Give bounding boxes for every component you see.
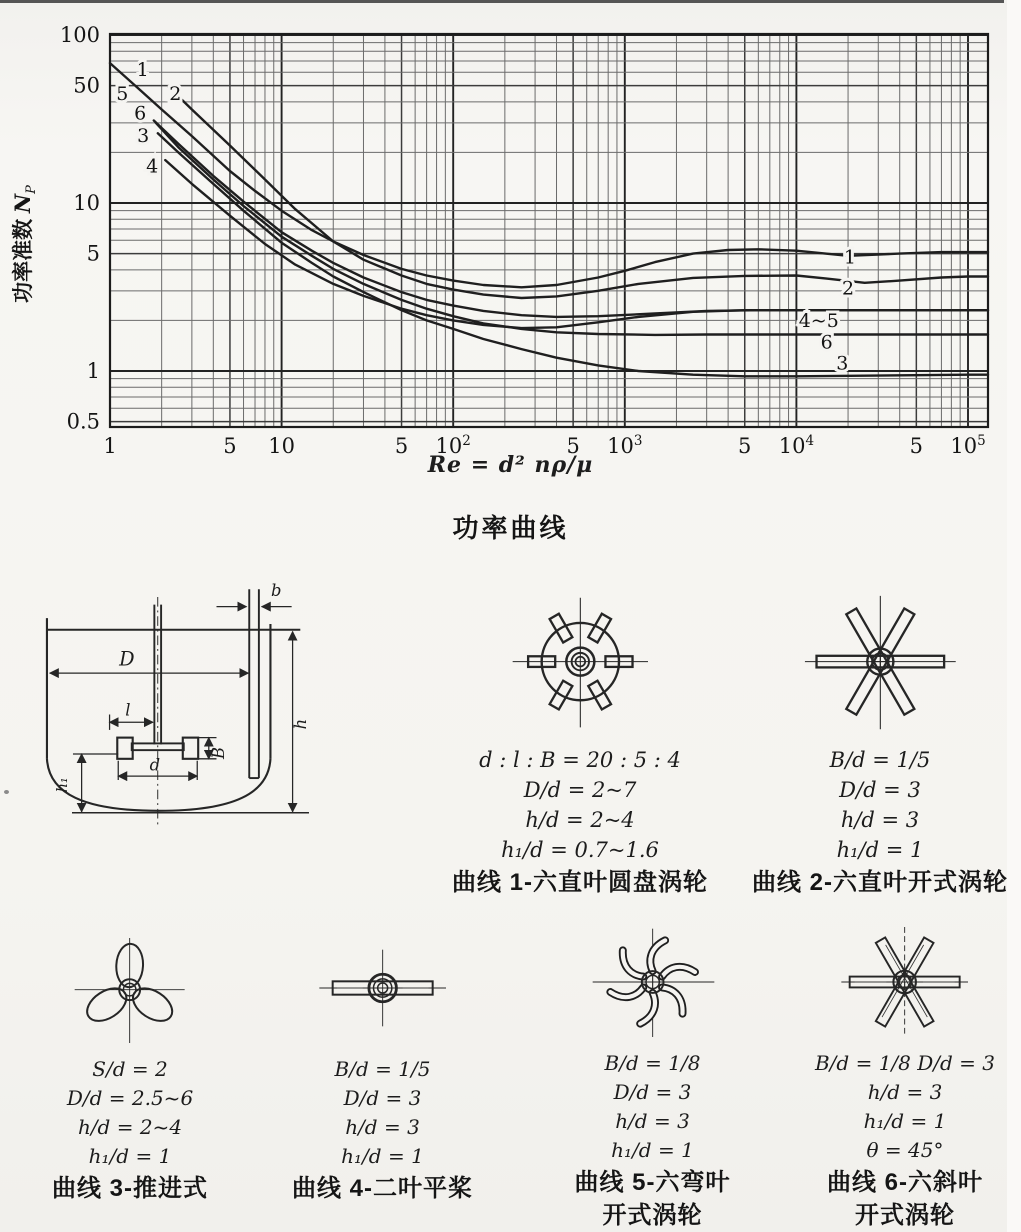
impeller-block-2 bbox=[730, 592, 1021, 922]
tank-diagram bbox=[18, 570, 336, 859]
svg-text:102: $10^2$ bbox=[435, 433, 471, 458]
spec-line: h/d = 3 bbox=[867, 1080, 943, 1104]
impeller-specs bbox=[250, 1055, 515, 1171]
svg-text:103: $10^3$ bbox=[607, 433, 643, 458]
x-axis-formula: Re = d² nρ/μ bbox=[427, 452, 594, 478]
hub bbox=[894, 971, 916, 993]
curve-number-label: 6 bbox=[820, 331, 833, 354]
svg-text:10: 10 bbox=[73, 191, 100, 215]
svg-text:100: 100 bbox=[59, 23, 100, 47]
svg-text:10: 10 bbox=[268, 434, 295, 458]
spec-line: h₁/d = 1 bbox=[341, 1144, 424, 1168]
svg-text:1: 1 bbox=[86, 359, 100, 383]
impeller-specs bbox=[5, 1055, 255, 1171]
impeller-block-1 bbox=[430, 592, 730, 922]
spec-line: θ = 45° bbox=[866, 1138, 944, 1162]
spec-line: D/d = 2.5~6 bbox=[66, 1086, 194, 1110]
impeller-block-3 bbox=[5, 928, 255, 1232]
spec-line: h₁/d = 1 bbox=[611, 1138, 694, 1162]
spec-line: h₁/d = 1 bbox=[863, 1109, 947, 1133]
hub bbox=[867, 649, 893, 675]
spec-line: D/d = 3 bbox=[839, 778, 921, 802]
curve-number-label: 1 bbox=[136, 59, 149, 82]
impeller-caption: 曲线 3-推进式 bbox=[51, 1175, 208, 1202]
impeller-caption: 曲线 1-六直叶圆盘涡轮 bbox=[451, 869, 708, 896]
curve-number-label: 2 bbox=[169, 83, 182, 106]
spec-line: h/d = 3 bbox=[840, 808, 920, 832]
chart-grid bbox=[110, 34, 988, 427]
scan-artifact-top bbox=[0, 0, 1004, 3]
spec-line: h/d = 2~4 bbox=[77, 1115, 183, 1139]
spec-line: h₁/d = 1 bbox=[836, 838, 924, 862]
power-curve bbox=[154, 121, 988, 317]
disc-turbine-figure bbox=[503, 592, 658, 737]
propeller-figure bbox=[63, 928, 196, 1053]
impeller-caption: 曲线 6-六斜叶 开式涡轮 bbox=[826, 1169, 983, 1229]
impeller-caption: 曲线 2-六直叶开式涡轮 bbox=[751, 869, 1008, 896]
baffle bbox=[249, 589, 259, 778]
dimension-labels bbox=[55, 581, 310, 792]
curve-number-label: 2 bbox=[842, 277, 855, 300]
curve-number-label: 3 bbox=[137, 125, 150, 148]
open-turbine-figure bbox=[803, 592, 958, 737]
curved-blade-turbine-figure bbox=[586, 922, 719, 1047]
curve-number-label: 4~5 bbox=[798, 309, 839, 332]
spec-line: h/d = 2~4 bbox=[525, 808, 635, 832]
svg-text:5: 5 bbox=[566, 434, 580, 458]
spec-line: B/d = 1/5 bbox=[334, 1057, 431, 1081]
power-curve bbox=[169, 87, 988, 298]
svg-text:5: 5 bbox=[738, 434, 752, 458]
pitched-blade-turbine-figure bbox=[838, 922, 971, 1047]
svg-text:0.5: 0.5 bbox=[66, 409, 100, 434]
impeller-specs bbox=[730, 745, 1021, 865]
spec-line: h₁/d = 1 bbox=[88, 1144, 172, 1168]
spec-line: B/d = 1/8 bbox=[604, 1051, 701, 1075]
dim-label-B: B bbox=[209, 747, 229, 760]
svg-text:50: 50 bbox=[73, 73, 100, 98]
hub bbox=[642, 971, 664, 993]
curve-number-label: 4 bbox=[146, 155, 159, 178]
impeller-specs bbox=[780, 1049, 1021, 1165]
tank-outline bbox=[47, 618, 300, 811]
spec-line: D/d = 3 bbox=[343, 1086, 422, 1110]
impeller-block-4 bbox=[250, 928, 515, 1232]
curve-number-label: 1 bbox=[843, 246, 856, 269]
curve-number-label: 5 bbox=[116, 83, 129, 106]
spec-line: d : l : B = 20 : 5 : 4 bbox=[479, 748, 681, 772]
dim-label-D: D bbox=[119, 647, 135, 671]
svg-text:5: 5 bbox=[86, 241, 100, 266]
power-curve bbox=[165, 160, 988, 328]
svg-text:5: 5 bbox=[223, 434, 237, 458]
curve-number-label: 6 bbox=[134, 102, 147, 125]
chart-title: 功率曲线 bbox=[452, 513, 569, 543]
svg-text:5: 5 bbox=[394, 434, 409, 458]
svg-text:104: $10^4$ bbox=[778, 433, 815, 458]
dim-label-d: d bbox=[149, 755, 161, 775]
impeller-caption: 曲线 5-六弯叶 开式涡轮 bbox=[574, 1169, 731, 1229]
spec-line: S/d = 2 bbox=[92, 1057, 168, 1081]
impeller-block-6 bbox=[780, 922, 1021, 1232]
spec-line: D/d = 2~7 bbox=[523, 778, 637, 802]
dim-label-h1: h₁ bbox=[55, 777, 72, 793]
svg-text:105: $10^5$ bbox=[950, 433, 986, 458]
dim-label-b: b bbox=[270, 581, 282, 601]
svg-text:5: 5 bbox=[909, 434, 924, 458]
svg-text:功率准数 NP: 功率准数 $N_P$ bbox=[10, 185, 39, 303]
spec-line: D/d = 3 bbox=[613, 1080, 692, 1104]
impeller-block-5 bbox=[520, 922, 785, 1232]
impeller-specs bbox=[520, 1049, 785, 1165]
spec-line: h/d = 3 bbox=[615, 1109, 690, 1133]
spec-line: h₁/d = 0.7~1.6 bbox=[501, 838, 659, 862]
spec-line: B/d = 1/5 bbox=[829, 748, 931, 772]
spec-line: B/d = 1/8 D/d = 3 bbox=[814, 1051, 996, 1075]
dim-label-h: h bbox=[291, 718, 311, 730]
dim-label-l: l bbox=[125, 700, 131, 720]
flat-paddle-figure bbox=[316, 928, 449, 1053]
curve-number-label: 3 bbox=[836, 352, 849, 375]
svg-text:1: 1 bbox=[103, 434, 117, 458]
spec-line: h/d = 3 bbox=[345, 1115, 420, 1139]
scan-speck bbox=[4, 790, 9, 794]
impeller-specs bbox=[430, 745, 730, 865]
impeller-caption: 曲线 4-二叶平桨 bbox=[291, 1175, 473, 1202]
shaft bbox=[154, 597, 161, 828]
